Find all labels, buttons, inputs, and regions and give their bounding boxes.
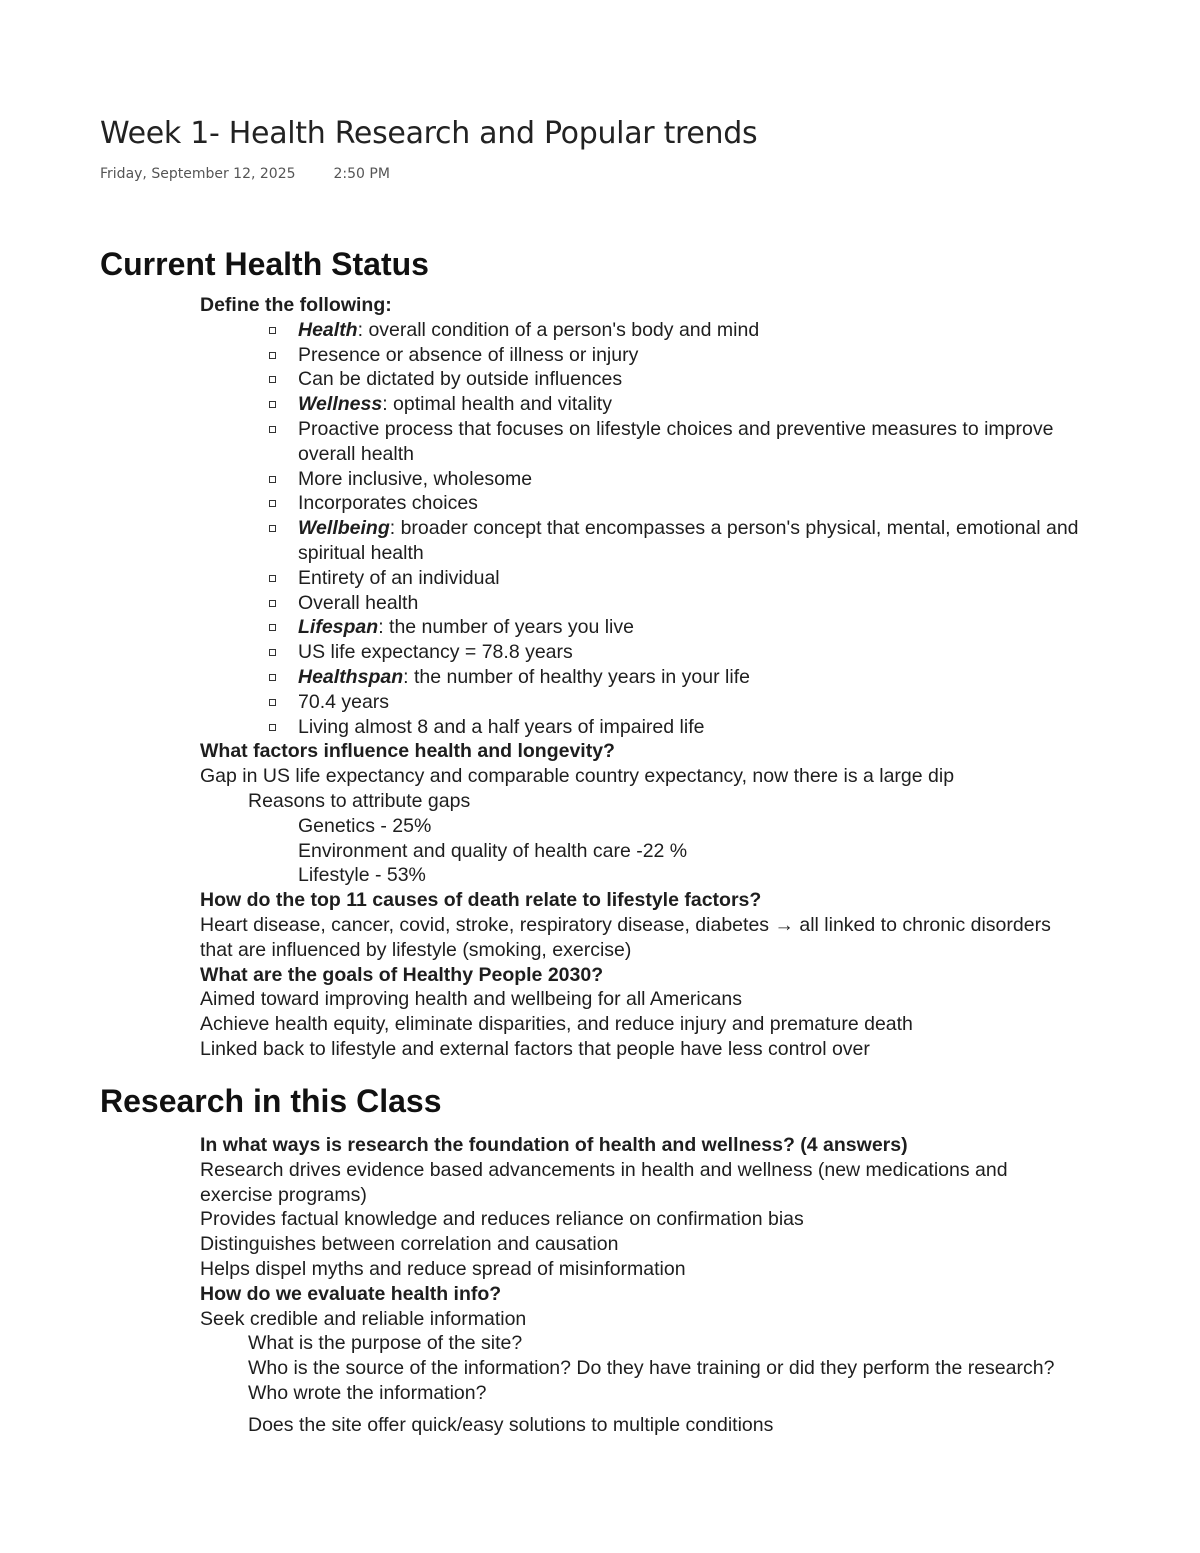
definition-bullet [298, 467, 1080, 492]
definition-text: US life expectancy = 78.8 years [298, 641, 573, 664]
definition-bullet [298, 392, 1080, 417]
square-bullet-icon [269, 624, 276, 631]
foundation-answer: Research drives evidence based advancements in health and wellness (new medications and exercise programs) [200, 1158, 1008, 1206]
cut-off-text: Does the site offer quick/easy solutions to multiple conditions [248, 1414, 774, 1436]
definition-text: 70.4 years [298, 690, 390, 713]
reason-item: Environment and quality of health care -22 % [298, 839, 688, 862]
definition-text: Living almost 8 and a half years of impaired life [298, 715, 705, 738]
definition-bullet [298, 417, 1080, 467]
definition-bullet [298, 640, 1080, 665]
definition-term: Wellbeing [298, 517, 390, 540]
question-foundation: In what ways is research the foundation of health and wellness? (4 answers) [200, 1134, 908, 1156]
section-current-health-body [200, 293, 1080, 1062]
page-datetime [100, 166, 390, 182]
square-bullet-icon [269, 600, 276, 607]
square-bullet-icon [269, 500, 276, 507]
section-heading-current-health: Current Health Status [100, 246, 429, 282]
definition-bullet [298, 516, 1080, 566]
reason-item: Genetics - 25% [298, 814, 432, 837]
definition-bullet [298, 690, 1080, 715]
definition-bullet [298, 566, 1080, 591]
definition-bullet [298, 715, 1080, 740]
definition-text: Presence or absence of illness or injury [298, 343, 639, 366]
definition-bullet [298, 591, 1080, 616]
page-date: Friday, September 12, 2025 [100, 166, 296, 182]
definition-term: Healthspan [298, 665, 404, 688]
definition-bullet [298, 491, 1080, 516]
section-research-body [200, 1133, 1080, 1406]
goal-item: Aimed toward improving health and wellbeing for all Americans [200, 988, 742, 1011]
reasons-label: Reasons to attribute gaps [248, 789, 471, 812]
square-bullet-icon [269, 724, 276, 731]
evaluate-question: Who wrote the information? [248, 1381, 487, 1404]
definition-bullet [298, 318, 1080, 343]
question-factors: What factors influence health and longevity? [200, 740, 615, 763]
goal-item: Achieve health equity, eliminate disparities, and reduce injury and premature death [200, 1013, 913, 1036]
definition-term: Health [298, 318, 358, 341]
causes-text: Heart disease, cancer, covid, stroke, respiratory disease, diabetes → all linked to chronic disorders that are influenced by lifestyle (smoking, exercise) [200, 913, 1051, 961]
cut-off-line [248, 1414, 948, 1437]
question-causes: How do the top 11 causes of death relate to lifestyle factors? [200, 889, 762, 912]
square-bullet-icon [269, 376, 276, 383]
definition-text: : the number of years you live [378, 616, 634, 639]
definition-text: Proactive process that focuses on lifestyle choices and preventive measures to improve overall health [298, 417, 1054, 465]
definition-bullet [298, 343, 1080, 368]
definition-bullet [298, 665, 1080, 690]
square-bullet-icon [269, 476, 276, 483]
goal-item: Linked back to lifestyle and external factors that people have less control over [200, 1037, 870, 1060]
evaluate-intro: Seek credible and reliable information [200, 1307, 527, 1330]
definition-text: : optimal health and vitality [382, 393, 612, 416]
definition-text: More inclusive, wholesome [298, 467, 533, 490]
define-prompt: Define the following: [200, 294, 392, 316]
square-bullet-icon [269, 649, 276, 656]
gap-text: Gap in US life expectancy and comparable country expectancy, now there is a large dip [200, 765, 955, 788]
page-title: Week 1- Health Research and Popular trends [100, 116, 758, 151]
definition-text: Entirety of an individual [298, 566, 500, 589]
definition-text: Can be dictated by outside influences [298, 368, 623, 391]
definition-text: : the number of healthy years in your life [403, 665, 750, 688]
square-bullet-icon [269, 426, 276, 433]
definition-bullet [298, 367, 1080, 392]
definition-bullet [298, 615, 1080, 640]
foundation-answer: Distinguishes between correlation and causation [200, 1233, 619, 1256]
square-bullet-icon [269, 699, 276, 706]
definition-text: : broader concept that encompasses a person's physical, mental, emotional and spiritual health [298, 517, 1079, 564]
definition-text: : overall condition of a person's body and mind [357, 318, 760, 341]
page-time: 2:50 PM [333, 166, 390, 182]
square-bullet-icon [269, 327, 276, 334]
square-bullet-icon [269, 674, 276, 681]
definition-term: Wellness [298, 393, 383, 416]
question-evaluate: How do we evaluate health info? [200, 1282, 502, 1305]
foundation-answer: Provides factual knowledge and reduces reliance on confirmation bias [200, 1208, 804, 1231]
question-goals: What are the goals of Healthy People 2030? [200, 963, 604, 986]
section-heading-research: Research in this Class [100, 1083, 442, 1119]
square-bullet-icon [269, 401, 276, 408]
square-bullet-icon [269, 575, 276, 582]
evaluate-question: What is the purpose of the site? [248, 1332, 523, 1355]
definition-text: Incorporates choices [298, 492, 478, 515]
foundation-answer: Helps dispel myths and reduce spread of misinformation [200, 1257, 686, 1280]
square-bullet-icon [269, 525, 276, 532]
definition-list [200, 318, 1080, 740]
evaluate-question: Who is the source of the information? Do they have training or did they perform the research? [248, 1357, 1055, 1380]
reason-item: Lifestyle - 53% [298, 864, 426, 887]
square-bullet-icon [269, 352, 276, 359]
definition-text: Overall health [298, 591, 419, 614]
definition-term: Lifespan [298, 616, 379, 639]
